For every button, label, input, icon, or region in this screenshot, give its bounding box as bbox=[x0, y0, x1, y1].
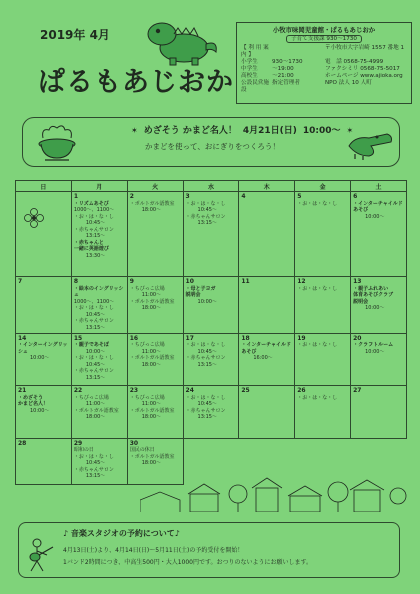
event-entry: ・赤ちゃんサロン bbox=[185, 355, 226, 362]
event-entry: 10:00～ bbox=[365, 213, 385, 220]
calendar-week-row bbox=[16, 276, 407, 333]
weekday-wed: 水 bbox=[183, 181, 239, 192]
event-entry: ・ボルトガル語教室 bbox=[73, 407, 119, 414]
event-entry: 13:15～ bbox=[197, 414, 217, 421]
event-entry: ・お・は・な・し bbox=[73, 355, 114, 362]
calendar-day-cell bbox=[351, 276, 407, 333]
dinosaur-mascot-icon bbox=[140, 14, 220, 66]
calendar-day-cell bbox=[295, 333, 351, 385]
event-entry: 10:00～ bbox=[85, 348, 106, 355]
event-entry: ・ちびっこ広場 bbox=[129, 342, 165, 349]
calendar-day-cell bbox=[295, 192, 351, 277]
event-entry: 10:00～ bbox=[30, 355, 50, 362]
day-number: 29 bbox=[73, 439, 83, 447]
event-entry: 13:15～ bbox=[85, 473, 106, 480]
day-number: 26 bbox=[297, 387, 306, 395]
event-entry: 説明会 bbox=[185, 292, 201, 299]
calendar-day-cell bbox=[16, 333, 72, 385]
event-label: めざそう かまど名人！ bbox=[143, 126, 237, 136]
calendar-day-cell bbox=[351, 333, 407, 385]
calendar-day-cell bbox=[239, 386, 295, 438]
event-entry: ・クラフトルーム bbox=[353, 342, 394, 349]
event-entry: ・お・は・な・し bbox=[73, 305, 114, 312]
notice-heading: ♪ 音楽スタジオの予約について♪ bbox=[63, 529, 180, 538]
day-number: 7 bbox=[18, 277, 23, 285]
notice-line-2: 1バンド2時間につき、中高生500円・大人1000円です。おつりのないようにお願いします。 bbox=[63, 559, 312, 566]
event-entry: ・ちびっこ広場 bbox=[129, 285, 165, 292]
event-entry: ・お・は・な・し bbox=[297, 394, 338, 401]
event-entry: ・赤ちゃんと bbox=[73, 239, 104, 246]
calendar-week-row bbox=[16, 333, 407, 385]
day-number: 15 bbox=[73, 334, 83, 342]
event-entry: 10:45～ bbox=[197, 348, 217, 355]
event-entry: 13:30～ bbox=[85, 252, 106, 259]
featured-event-box bbox=[22, 117, 400, 167]
event-entry: 説明会 bbox=[353, 298, 369, 305]
event-entry: 18:00～ bbox=[141, 460, 162, 467]
event-entry: ・赤ちゃんサロン bbox=[185, 407, 226, 414]
event-entry: 16:00～ bbox=[253, 355, 273, 362]
event-entry: 10:45～ bbox=[197, 401, 217, 408]
day-number: 23 bbox=[129, 387, 139, 395]
music-studio-notice bbox=[18, 522, 400, 578]
day-number: 21 bbox=[18, 387, 27, 395]
event-entry: ・ボルトガル語教室 bbox=[129, 355, 175, 362]
day-number: 2 bbox=[129, 193, 134, 200]
sparkle-icon: ✶ bbox=[131, 126, 138, 135]
event-time: 10:00～ bbox=[302, 126, 341, 136]
calendar-day-cell bbox=[295, 276, 351, 333]
facility-name: 小牧市味岡児童館・ぱるもあじおか bbox=[272, 26, 376, 34]
day-number: 4 bbox=[241, 193, 246, 200]
day-number: 25 bbox=[241, 387, 250, 395]
calendar-day-cell bbox=[295, 386, 351, 438]
weekday-sat: 土 bbox=[351, 181, 407, 192]
event-entry: ・ボルトガル語教室 bbox=[129, 200, 175, 207]
event-entry: ・お・は・な・し bbox=[297, 200, 338, 207]
event-entry: 昭和の日 bbox=[73, 447, 94, 454]
calendar-day-cell bbox=[127, 333, 183, 385]
monthly-calendar bbox=[15, 180, 407, 485]
day-number: 22 bbox=[73, 387, 83, 395]
day-number: 28 bbox=[18, 439, 27, 447]
event-entry: 18:00～ bbox=[141, 361, 162, 368]
event-entry: 一緒に英語遊び bbox=[73, 246, 109, 253]
calendar-day-cell bbox=[71, 333, 127, 385]
event-entry: ・赤ちゃんサロン bbox=[73, 318, 114, 325]
event-entry: ・親子であそぼ bbox=[73, 342, 109, 349]
event-entry: 18:00～ bbox=[85, 414, 106, 421]
event-entry: 10:45～ bbox=[85, 460, 106, 467]
event-entry: ・ボルトガル語教室 bbox=[129, 298, 175, 305]
event-entry: ・インターイングリッシュ bbox=[18, 342, 68, 355]
townscape-illustration bbox=[140, 470, 412, 512]
day-number: 19 bbox=[297, 334, 306, 342]
info-row: 公設民営施設 指定管理者 NPO 法人 10 人町 bbox=[241, 79, 372, 93]
event-subtitle: かまどを使って、おにぎりをつくろう！ bbox=[145, 142, 280, 151]
weekday-header-row bbox=[16, 181, 407, 192]
day-number: 5 bbox=[297, 193, 302, 200]
event-entry: 13:15～ bbox=[85, 233, 106, 240]
event-entry: ・お・は・な・し bbox=[185, 342, 226, 349]
calendar-day-cell bbox=[127, 386, 183, 438]
event-entry: 10:45～ bbox=[85, 361, 106, 368]
calendar-day-cell bbox=[127, 276, 183, 333]
day-number: 30 bbox=[129, 439, 139, 447]
event-entry: 18:00～ bbox=[141, 414, 162, 421]
day-number: 11 bbox=[241, 277, 250, 285]
event-entry: 11:00～ bbox=[141, 401, 162, 408]
calendar-day-cell bbox=[16, 276, 72, 333]
calendar-day-cell bbox=[16, 192, 72, 277]
event-entry: 18:00～ bbox=[141, 207, 162, 214]
calendar-day-cell bbox=[16, 438, 72, 484]
event-entry: あそび bbox=[353, 207, 369, 214]
event-entry: 国民の休日 bbox=[129, 447, 155, 454]
day-number: 10 bbox=[185, 277, 194, 285]
event-entry: 10:45～ bbox=[85, 311, 106, 318]
support-hours: 子育て支援課 930～1730 bbox=[241, 36, 407, 43]
event-entry: あそび bbox=[241, 348, 257, 355]
info-row: 中学生 ～19:00 ファクシミリ 0568-75-5017 bbox=[241, 65, 400, 72]
event-entry: 10:00～ bbox=[197, 298, 217, 305]
day-number: 18 bbox=[241, 334, 250, 342]
event-entry: ・ちびっこ広場 bbox=[129, 394, 165, 401]
event-entry: ・ボルトガル語教室 bbox=[129, 453, 175, 460]
day-number: 16 bbox=[129, 334, 139, 342]
event-entry: 11:00～ bbox=[141, 348, 162, 355]
event-entry: ・お・は・な・し bbox=[185, 200, 226, 207]
notice-line-1: 4月13日(土)より、4月14日(日)～5月11日(土)の予約受付を開始！ bbox=[63, 547, 244, 554]
event-entry: ・お・は・な・し bbox=[73, 213, 114, 220]
calendar-day-cell bbox=[127, 192, 183, 277]
calendar-day-cell bbox=[239, 192, 295, 277]
event-entry: 10:45～ bbox=[85, 220, 106, 227]
weekday-tue: 火 bbox=[127, 181, 183, 192]
event-entry: ・赤ちゃんサロン bbox=[185, 213, 226, 220]
event-entry: ・親子ふれあい bbox=[353, 285, 389, 292]
event-entry: 11:00～ bbox=[141, 292, 162, 299]
calendar-day-cell bbox=[183, 333, 239, 385]
weekday-fri: 金 bbox=[295, 181, 351, 192]
event-entry: かまど名人！ bbox=[18, 401, 49, 408]
event-entry: ・めざそう bbox=[18, 394, 44, 401]
day-number: 27 bbox=[353, 387, 362, 395]
day-number: 8 bbox=[73, 277, 79, 285]
day-number: 1 bbox=[73, 193, 79, 200]
event-entry: ・赤ちゃんサロン bbox=[73, 466, 114, 473]
event-entry: ・赤ちゃんサロン bbox=[73, 368, 114, 375]
event-entry: ・お・は・な・し bbox=[297, 342, 338, 349]
event-entry: ・絵本のイングリッシュ bbox=[73, 285, 124, 299]
day-number: 20 bbox=[353, 334, 362, 342]
day-number: 12 bbox=[297, 277, 306, 285]
event-entry: ・リズムあそび bbox=[73, 200, 109, 207]
event-entry: 1000～、1100～ bbox=[73, 207, 115, 214]
event-entry: 11:00～ bbox=[85, 401, 106, 408]
event-entry: 10:00～ bbox=[365, 305, 385, 312]
calendar-day-cell bbox=[351, 192, 407, 277]
calendar-day-cell bbox=[239, 276, 295, 333]
event-entry: 10:45～ bbox=[197, 207, 217, 214]
calendar-day-cell bbox=[71, 438, 127, 484]
guitarist-icon bbox=[25, 537, 55, 573]
calendar-week-row bbox=[16, 386, 407, 438]
day-number: 13 bbox=[353, 277, 362, 285]
event-entry: 1000～、1100～ bbox=[73, 298, 115, 305]
weekday-thu: 木 bbox=[239, 181, 295, 192]
event-entry: ・ちびっこ広場 bbox=[73, 394, 109, 401]
facility-info-box bbox=[236, 22, 412, 104]
calendar-week-row bbox=[16, 192, 407, 277]
weekday-sun: 日 bbox=[16, 181, 72, 192]
event-entry: 13:15～ bbox=[85, 324, 106, 331]
event-entry: ・ボルトガル語教室 bbox=[129, 407, 175, 414]
event-entry: 13:15～ bbox=[85, 374, 106, 381]
sparkle-icon: ✶ bbox=[346, 126, 354, 135]
calendar-day-cell bbox=[239, 333, 295, 385]
issue-date: 2019年 4月 bbox=[40, 28, 110, 42]
day-number: 24 bbox=[185, 387, 194, 395]
kamado-pot-icon bbox=[33, 124, 83, 164]
crocodile-mascot-icon bbox=[347, 126, 395, 160]
event-entry: ・お・は・な・し bbox=[185, 394, 226, 401]
calendar-day-cell bbox=[183, 192, 239, 277]
info-row: 【 利 用 案 内 】 〒小牧市大字岩崎 1557 番地 1 bbox=[241, 44, 405, 58]
calendar-day-cell bbox=[183, 276, 239, 333]
day-number: 9 bbox=[129, 277, 134, 285]
day-number: 17 bbox=[185, 334, 194, 342]
calendar-day-cell bbox=[16, 386, 72, 438]
event-entry: 10:00～ bbox=[30, 407, 50, 414]
event-entry: ・インターチャイルド bbox=[241, 342, 292, 349]
event-entry: ・インターチャイルド bbox=[353, 200, 403, 207]
event-date: 4月21日(日) bbox=[242, 126, 297, 136]
calendar-day-cell bbox=[71, 192, 127, 277]
event-entry: ・お・は・な・し bbox=[73, 453, 114, 460]
event-entry: 18:00～ bbox=[141, 305, 162, 312]
calendar-day-cell bbox=[71, 276, 127, 333]
info-row: 小学生 930～1730 電 話 0568-75-4999 bbox=[241, 58, 384, 65]
event-entry: ・お・は・な・し bbox=[297, 285, 338, 292]
event-entry: 体育あそびクラブ bbox=[353, 292, 394, 299]
calendar-day-cell bbox=[183, 386, 239, 438]
page-title: ぱるもあじおか bbox=[38, 67, 234, 98]
event-entry: ・赤ちゃんサロン bbox=[73, 226, 114, 233]
day-number: 6 bbox=[353, 193, 358, 200]
event-entry: 13:15～ bbox=[197, 220, 217, 227]
calendar-day-cell bbox=[351, 386, 407, 438]
event-entry: 10:00～ bbox=[365, 348, 385, 355]
day-number: 14 bbox=[18, 334, 27, 342]
event-entry: 13:15～ bbox=[197, 361, 217, 368]
info-row: 高校生 ～21:00 ホームページ www.ajioka.org bbox=[241, 72, 403, 79]
day-number: 3 bbox=[185, 193, 190, 200]
event-entry: ・母と子ヨガ bbox=[185, 285, 216, 292]
weekday-mon: 月 bbox=[71, 181, 127, 192]
calendar-day-cell bbox=[71, 386, 127, 438]
